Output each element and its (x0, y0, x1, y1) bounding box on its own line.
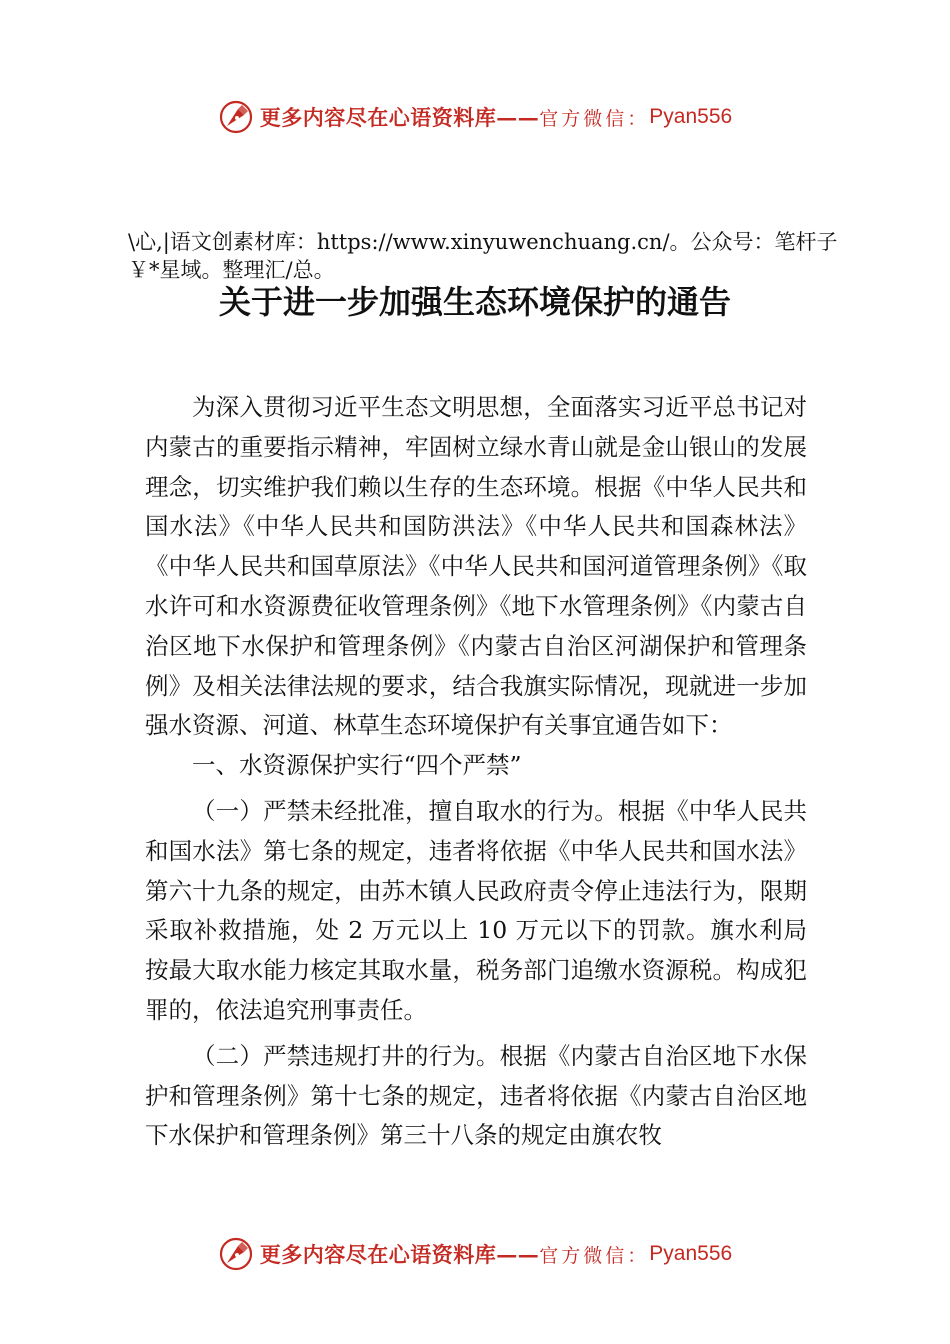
document-body (145, 388, 807, 1156)
banner-dash: —— (496, 1241, 540, 1267)
banner-brand: 更多内容尽在心语资料库 (259, 1242, 497, 1267)
banner-wechat-id: Pyan556 (649, 1242, 733, 1265)
pen-nib-logo-icon (218, 99, 254, 135)
banner-wechat-id: Pyan556 (649, 105, 733, 128)
source-line: \心,|语文创素材库：https://www.xinyuwenchuang.cn/。公众号：笔杆子￥*星域。整理汇/总。 (128, 230, 838, 282)
banner-wechat-label: 官方微信： (539, 107, 650, 130)
pen-nib-logo-icon (218, 1236, 254, 1272)
section-heading: 一、水资源保护实行“四个严禁” (192, 751, 522, 780)
banner-wechat-label: 官方微信： (539, 1244, 650, 1267)
paragraph: （一）严禁未经批准，擅自取水的行为。根据《中华人民共和国水法》第七条的规定，违者将依据《中华人民共和国水法》第六十九条的规定，由苏木镇人民政府责令停止违法行为，限期采取补救措施，处 2 万元以上 10 万元以下的罚款。旗水利局按最大取水能力核定其取水量，税务部门追缴水资源税。构成犯罪的，依法追究刑事责任。 (145, 796, 807, 1024)
paragraph: 为深入贯彻习近平生态文明思想，全面落实习近平总书记对内蒙古的重要指示精神，牢固树立绿水青山就是金山银山的发展理念，切实维护我们赖以生存的生态环境。根据《中华人民共和国水法》《中华人民共和国防洪法》《中华人民共和国森林法》《中华人民共和国草原法》《中华人民共和国河道管理条例》《取水许可和水资源费征收管理条例》《地下水管理条例》《内蒙古自治区地下水保护和管理条例》《内蒙古自治区河湖保护和管理条例》及相关法律法规的要求，结合我旗实际情况，现就进一步加强水资源、河道、林草生态环境保护有关事宜通告如下： (145, 393, 807, 740)
document-title: 关于进一步加强生态环境保护的通告 (218, 283, 731, 321)
header-banner (0, 95, 950, 139)
footer-banner (0, 1232, 950, 1276)
paragraph: （二）严禁违规打井的行为。根据《内蒙古自治区地下水保护和管理条例》第十七条的规定，违者将依据《内蒙古自治区地下水保护和管理条例》第三十八条的规定由旗农牧 (145, 1041, 807, 1150)
banner-dash: —— (496, 104, 540, 130)
banner-brand: 更多内容尽在心语资料库 (259, 105, 497, 130)
